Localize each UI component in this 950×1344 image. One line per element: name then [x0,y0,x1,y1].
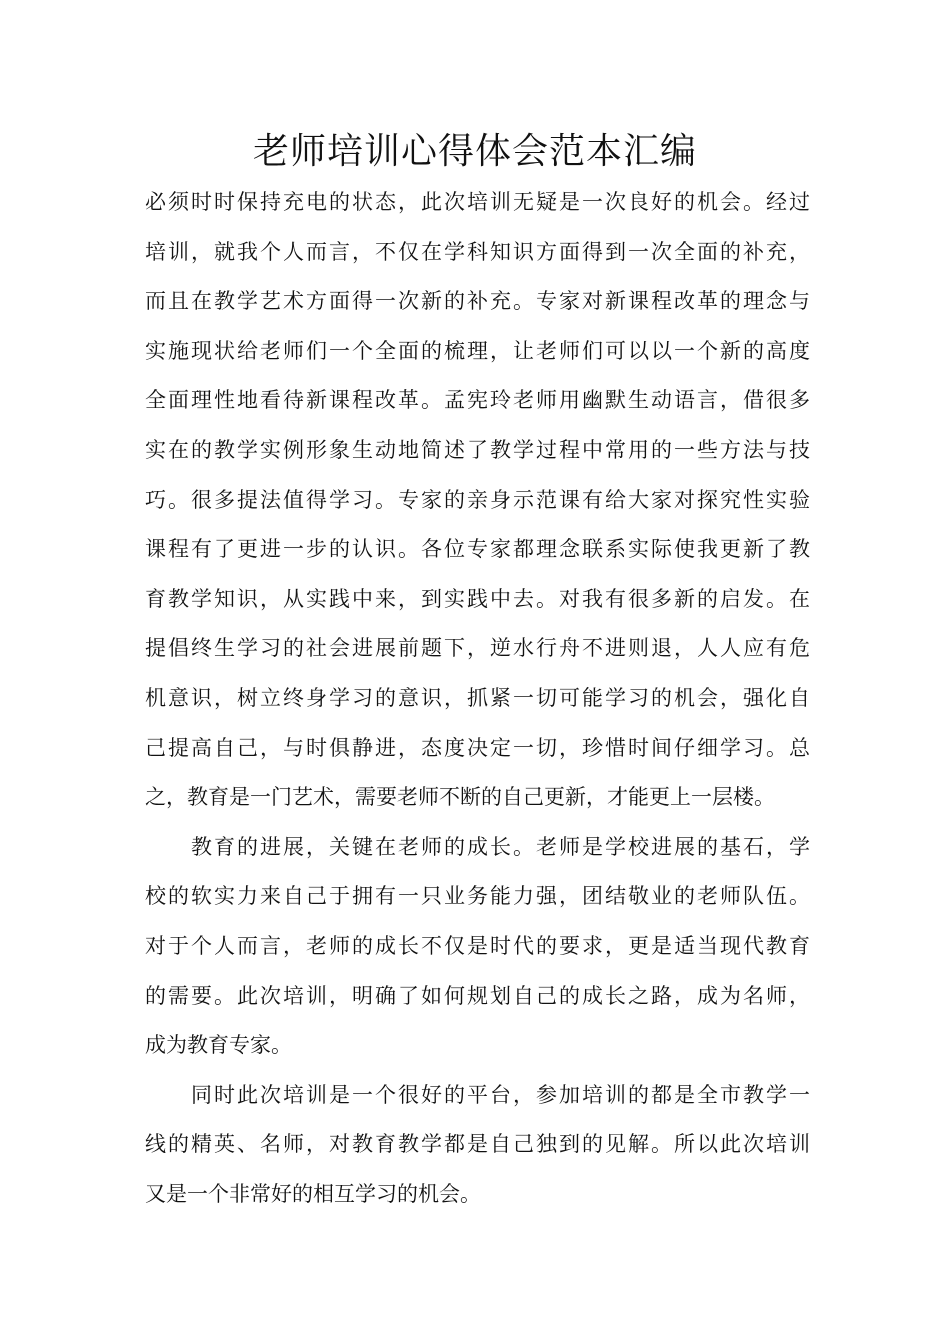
text-line: 实在的教学实例形象生动地简述了教学过程中常用的一些方法与技 [145,437,810,462]
document-title: 老师培训心得体会范本汇编 [252,131,697,172]
text-line: 对于个人而言，老师的成长不仅是时代的要求，更是适当现代教育 [145,933,810,958]
text-line: 机意识，树立终身学习的意识，抓紧一切可能学习的机会，强化自 [145,685,810,710]
text-line: 培训，就我个人而言，不仅在学科知识方面得到一次全面的补充， [145,239,810,264]
text-line: 必须时时保持充电的状态，此次培训无疑是一次良好的机会。经过 [145,190,810,214]
text-line: 又是一个非常好的相互学习的机会。 [145,1181,481,1206]
text-line: 实施现状给老师们一个全面的梳理，让老师们可以以一个新的高度 [145,338,810,363]
text-line: 课程有了更进一步的认识。各位专家都理念联系实际使我更新了教 [145,537,810,562]
text-line: 线的精英、名师，对教育教学都是自己独到的见解。所以此次培训 [145,1132,810,1157]
document-body [145,178,810,1219]
text-line: 而且在教学艺术方面得一次新的补充。专家对新课程改革的理念与 [145,289,810,314]
text-line: 校的软实力来自己于拥有一只业务能力强，团结敬业的老师队伍。 [145,884,810,909]
text-line: 提倡终生学习的社会进展前题下，逆水行舟不进则退，人人应有危 [145,636,810,661]
text-line: 全面理性地看待新课程改革。孟宪玲老师用幽默生动语言，借很多 [145,388,810,413]
text-line: 的需要。此次培训，明确了如何规划自己的成长之路，成为名师， [145,983,810,1008]
text-line: 育教学知识，从实践中来，到实践中去。对我有很多新的启发。在 [145,586,810,611]
text-line: 同时此次培训是一个很好的平台，参加培训的都是全市教学一 [191,1082,810,1107]
text-line: 己提高自己，与时俱静进，态度决定一切，珍惜时间仔细学习。总 [145,735,810,760]
text-line: 教育的进展，关键在老师的成长。老师是学校进展的基石，学 [191,834,810,859]
text-line: 巧。很多提法值得学习。专家的亲身示范课有给大家对探究性实验 [145,487,810,512]
text-line: 之，教育是一门艺术，需要老师不断的自己更新，才能更上一层楼。 [145,785,775,810]
text-line: 成为教育专家。 [145,1033,292,1058]
